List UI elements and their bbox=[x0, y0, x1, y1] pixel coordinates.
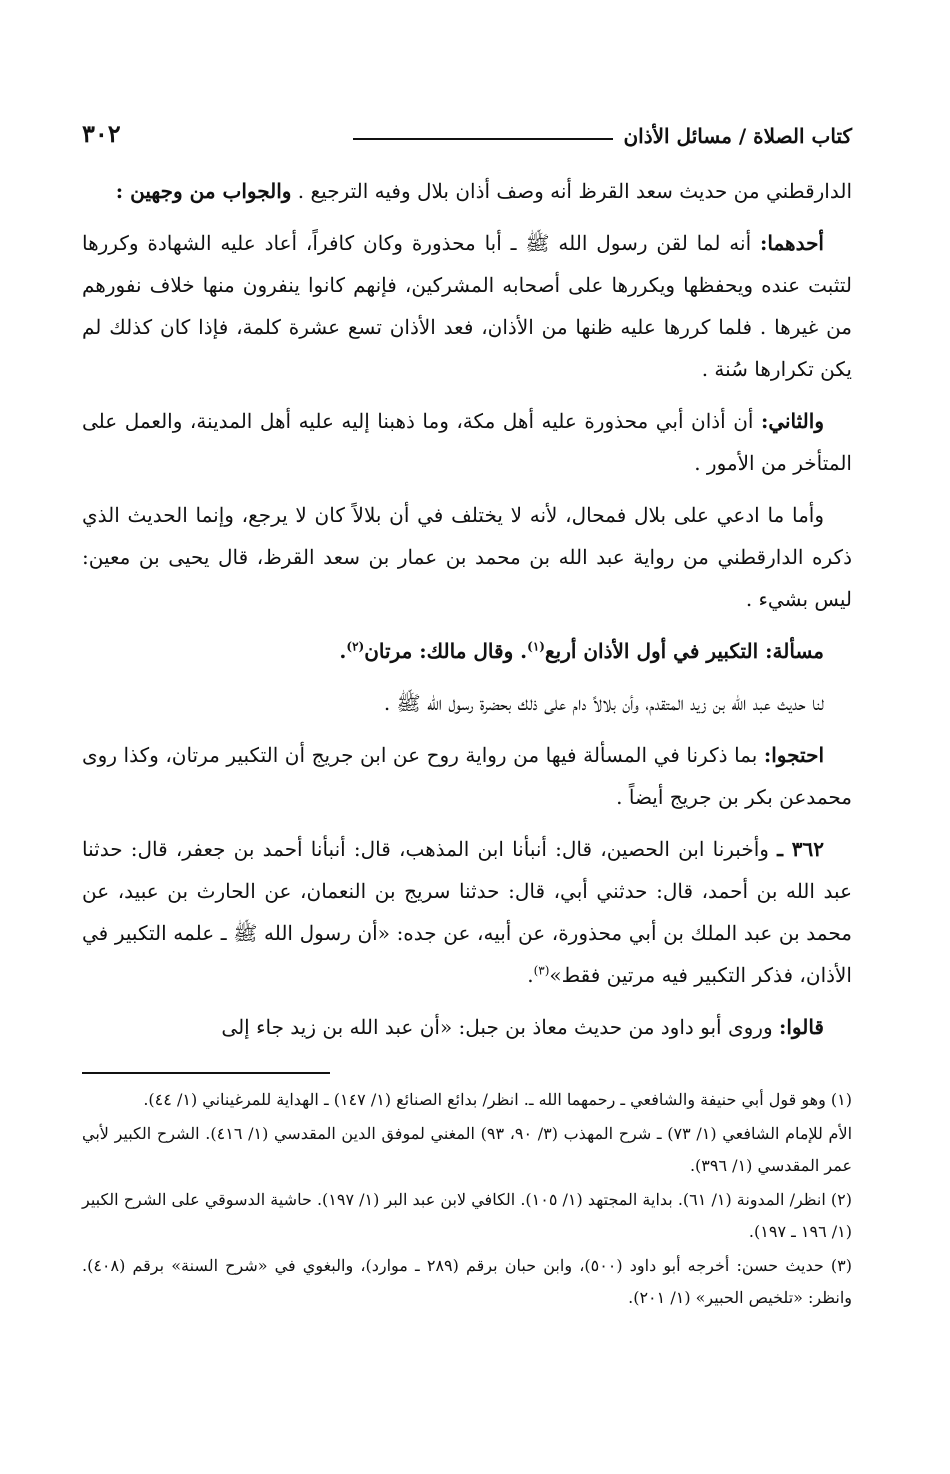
paragraph-last bbox=[82, 1006, 852, 1048]
masala-part-3: . bbox=[339, 639, 347, 663]
footnote-3: (٣) حديث حسن: أخرجه أبو داود (٥٠٠)، وابن حبان برقم (٢٨٩ ـ موارد)، والبغوي في «شرح السنة» برقم (٤٠٨). وانظر: «تلخيص الحبير» (١/ ٢٠١). bbox=[82, 1256, 853, 1307]
paragraph-6 bbox=[82, 734, 852, 818]
footnote-ref-2: (٢) bbox=[346, 639, 365, 654]
masala-part-2: . وقال مالك: مرتان bbox=[364, 639, 528, 663]
paragraph-lead: أحدهما: bbox=[759, 231, 824, 255]
book-page bbox=[82, 104, 852, 1316]
page-number: ٣٠٢ bbox=[82, 119, 121, 148]
hadith-number: ٣٦٢ ـ bbox=[777, 837, 824, 861]
header-title-group bbox=[353, 124, 852, 148]
paragraph-3 bbox=[82, 400, 852, 484]
paragraph-text: أن أذان أبي محذورة عليه أهل مكة، وما ذهبنا إليه عليه أهل المدينة، والعمل على المتأخر من الأمور . bbox=[82, 409, 852, 475]
paragraph-lead: قالوا: bbox=[778, 1015, 824, 1039]
paragraph-text: وأما ما ادعي على بلال فمحال، لأنه لا يختلف في أن بلالاً كان لا يرجع، وإنما الحديث الذي ذكره الدارقطني من رواية عبد الله بن محمد بن عمار بن سعد القرظ، قال يحيى بن معين: ليس بشيء . bbox=[82, 503, 852, 611]
paragraph-lead: احتجوا: bbox=[763, 743, 824, 767]
footnote-2: (٢) انظر/ المدونة (١/ ٦١). بداية المجتهد (١/ ١٠٥). الكافي لابن عبد البر (١/ ١٩٧). حاشية الدسوقي على الشرح الكبير (١/ ١٩٦ ـ ١٩٧). bbox=[81, 1190, 852, 1241]
masala-part-1: مسألة: التكبير في أول الأذان أربع bbox=[544, 639, 824, 663]
hadith-paragraph bbox=[82, 828, 852, 996]
footnotes bbox=[82, 1084, 852, 1314]
paragraph-text: وروى أبو داود من حديث معاذ بن جبل: «أن عبد الله بن زيد جاء إلى bbox=[221, 1015, 779, 1039]
paragraph-1 bbox=[82, 170, 852, 212]
footnote-ref-1: (١) bbox=[527, 639, 545, 654]
hadith-text: وأخبرنا ابن الحصين، قال: أنبأنا ابن المذهب، قال: أنبأنا أحمد بن جعفر، قال: حدثنا عبد الله بن أحمد، قال: حدثني أبي، قال: حدثنا سريج بن النعمان، عن الحارث بن عبيد، عن محمد بن عبد الملك بن أبي محذورة، عن أبيه، عن جده: «أن رسول الله ﷺ ـ علمه التكبير في الأذان، فذكر التكبير فيه مرتين فقط» bbox=[82, 837, 852, 987]
footnote-1-continued: الأم للإمام الشافعي (١/ ٧٣) ـ شرح المهذب (٣/ ٩٠، ٩٣) المغني لموفق الدين المقدسي (١/ ٤١٦). الشرح الكبير لأبي عمر المقدسي (١/ ٣٩٦). bbox=[82, 1124, 853, 1175]
footnote-ref-3: (٣) bbox=[533, 963, 550, 978]
masala-heading bbox=[82, 630, 852, 672]
header-rule bbox=[353, 138, 613, 140]
paragraph-2 bbox=[82, 222, 852, 390]
running-title: كتاب الصلاة / مسائل الأذان bbox=[623, 124, 852, 148]
paragraph-lead: والثاني: bbox=[760, 409, 824, 433]
paragraph-text: لنا حديث عبد الله بن زيد المتقدم، وأن بلالاً دام على ذلك بحضرة رسول الله ﷺ . bbox=[383, 691, 824, 715]
paragraph-text: بما ذكرنا في المسألة فيها من رواية روح عن ابن جريج أن التكبير مرتان، وكذا روى محمدعن بكر بن جريج أيضاً . bbox=[82, 743, 852, 809]
paragraph-4 bbox=[82, 494, 852, 620]
paragraph-bold-tail: والجواب من وجهين : bbox=[115, 179, 292, 203]
paragraph-5 bbox=[82, 682, 852, 724]
page-header bbox=[82, 104, 852, 148]
paragraph-text: الدارقطني من حديث سعد القرظ أنه وصف أذان بلال وفيه الترجيع . bbox=[297, 179, 852, 203]
hadith-end: . bbox=[527, 963, 534, 987]
footnote-1: (١) وهو قول أبي حنيفة والشافعي ـ رحمهما الله ـ. انظر/ بدائع الصنائع (١/ ١٤٧) ـ الهداية للمرغيناني (١/ ٤٤). bbox=[143, 1090, 852, 1109]
footnote-separator bbox=[82, 1072, 330, 1074]
paragraph-text: أنه لما لقن رسول الله ﷺ ـ أبا محذورة وكان كافراً، أعاد عليه الشهادة وكررها لتثبت عنده ويحفظها ويكررها على أصحابه المشركين، فإنهم كانوا ينفرون منها خلاف نفورهم من غيرها . فلما كررها عليه ظنها من الأذان، فعد الأذان تسع عشرة كلمة، فإذا كان كذلك لم يكن تكرارها سُنة . bbox=[82, 231, 853, 381]
